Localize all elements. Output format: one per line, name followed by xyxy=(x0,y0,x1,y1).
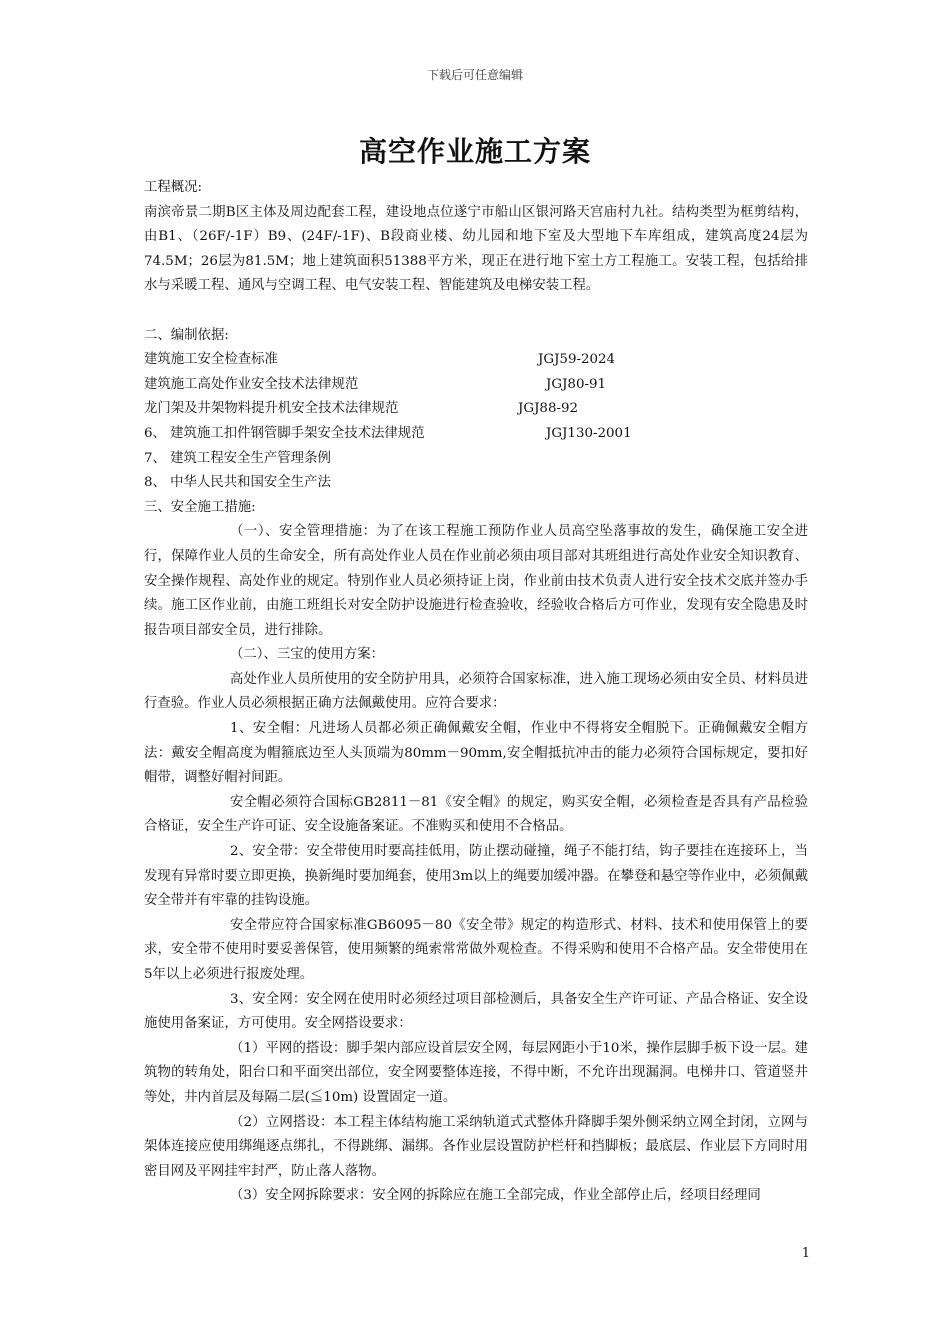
page-title: 高空作业施工方案 xyxy=(358,135,591,168)
helmet-paragraph: 1、安全帽：凡进场人员都必须正确佩戴安全帽，作业中不得将安全帽脱下。正确佩戴安全帽方法：戴安全帽高度为帽箍底边至人头顶端为80mm－90mm,安全帽抵抗冲击的能力必须符合国标规定，要扣好帽带，调整好帽衬间距。 xyxy=(144,721,808,786)
vertical-net-paragraph: （2）立网搭设：本工程主体结构施工采纳轨道式式整体升降脚手架外侧采纳立网全封闭，立网与架体连接应使用绑绳逐点绑扎，不得跳绑、漏绑。各作业层设置防护栏杆和挡脚板；最底层、作业层下方同时用密目网及平网挂牢封严，防止落人落物。 xyxy=(144,1114,808,1179)
overview-paragraph: 南滨帝景二期B区主体及周边配套工程，建设地点位遂宁市船山区银河路天宫庙村九社。结构类型为框剪结构，由B1、（26F/-1F）B9、(24F/-1F)、B段商业楼、幼儿园和地下室及大型地下车库组成，建筑高度24层为74.5M；26层为81.5M；地上建筑面积51388平方米，现正在进行地下室土方工程施工。安装工程，包括给排水与采暖工程、通风与空调工程、电气安装工程、智能建筑及电梯安装工程。 xyxy=(144,204,808,294)
basis-heading: 二、编制依据: xyxy=(144,327,229,343)
measures-heading: 三、安全施工措施: xyxy=(144,499,256,515)
standard-code: JGJ130-2001 xyxy=(546,425,632,441)
flat-net-paragraph: （1）平网的搭设：脚手架内部应设首层安全网，每层网距小于10米，操作层脚手板下设一层。建筑物的转角处，阳台口和平面突出部位，安全网要整体连接，不得中断，不允许出现漏洞。电梯井口、管道竖井等处，井内首层及每隔二层(≦10m) 设置固定一道。 xyxy=(144,1040,808,1105)
standard-item: 龙门架及井架物料提升机安全技术法律规范 JGJ88-92 xyxy=(144,397,808,422)
standard-item: 8、 中华人民共和国安全生产法 xyxy=(144,475,331,491)
header-note: 下载后可任意编辑 xyxy=(426,68,523,82)
standard-item: 7、 建筑工程安全生产管理条例 xyxy=(144,450,331,466)
standard-item: 建筑施工高处作业安全技术法律规范 JGJ80-91 xyxy=(144,373,808,398)
management-measures-paragraph: （一）、安全管理措施：为了在该工程施工预防作业人员高空坠落事故的发生，确保施工安全进行，保障作业人员的生命安全，所有高处作业人员在作业前必须由项目部对其班组进行高处作业安全知识教育、安全操作规程、高处作业的规定。特别作业人员必须持证上岗，作业前由技术负责人进行安全技术交底并签办手续。施工区作业前，由施工班组长对安全防护设施进行检查验收，经验收合格后方可作业，发现有安全隐患及时报告项目部安全员，进行排除。 xyxy=(144,524,808,638)
three-treasures-heading: （二）、三宝的使用方案： xyxy=(230,647,384,663)
safety-net-paragraph: 3、安全网：安全网在使用时必须经过项目部检测后，具备安全生产许可证、产品合格证、安全设施使用备案证，方可使用。安全网搭设要求： xyxy=(144,991,808,1032)
safety-belt-standard-paragraph: 安全带应符合国家标准GB6095－80《安全带》规定的构造形式、材料、技术和使用保管上的要求，安全带不使用时要妥善保管，使用频繁的绳索常常做外观检查。不得采购和使用不合格产品。安全带使用在5年以上必须进行报废处理。 xyxy=(144,917,808,982)
document-body xyxy=(144,176,808,1209)
helmet-standard-paragraph: 安全帽必须符合国标GB2811－81《安全帽》的规定，购买安全帽，必须检查是否具有产品检验合格证，安全生产许可证、安全设施备案证。不准购买和使用不合格品。 xyxy=(144,794,808,835)
standard-code: JGJ80-91 xyxy=(546,376,607,392)
net-removal-paragraph: （3）安全网拆除要求：安全网的拆除应在施工全部完成，作业全部停止后，经项目经理同 xyxy=(230,1188,761,1204)
standard-item: 6、 建筑施工扣件钢管脚手架安全技术法律规范 JGJ130-2001 xyxy=(144,422,808,447)
overview-heading: 工程概况: xyxy=(144,180,203,195)
standard-code: JGJ59-2024 xyxy=(538,352,616,368)
spacer xyxy=(144,299,808,324)
protective-gear-paragraph: 高处作业人员所使用的安全防护用具，必须符合国家标准，进入施工现场必须由安全员、材料员进行查验。作业人员必须根据正确方法佩戴使用。应符合要求： xyxy=(144,671,808,712)
safety-belt-paragraph: 2、安全带：安全带使用时要高挂低用，防止摆动碰撞，绳子不能打结，钩子要挂在连接环上，当发现有异常时要立即更换，换新绳时要加绳套，使用3m以上的绳要加缓冲器。在攀登和悬空等作业中，必须佩戴安全带并有牢靠的挂钩设施。 xyxy=(144,844,808,909)
standard-code: JGJ88-92 xyxy=(518,401,579,417)
standard-item: 建筑施工安全检查标准 JGJ59-2024 xyxy=(144,348,808,373)
page-number: 1 xyxy=(801,1246,810,1261)
